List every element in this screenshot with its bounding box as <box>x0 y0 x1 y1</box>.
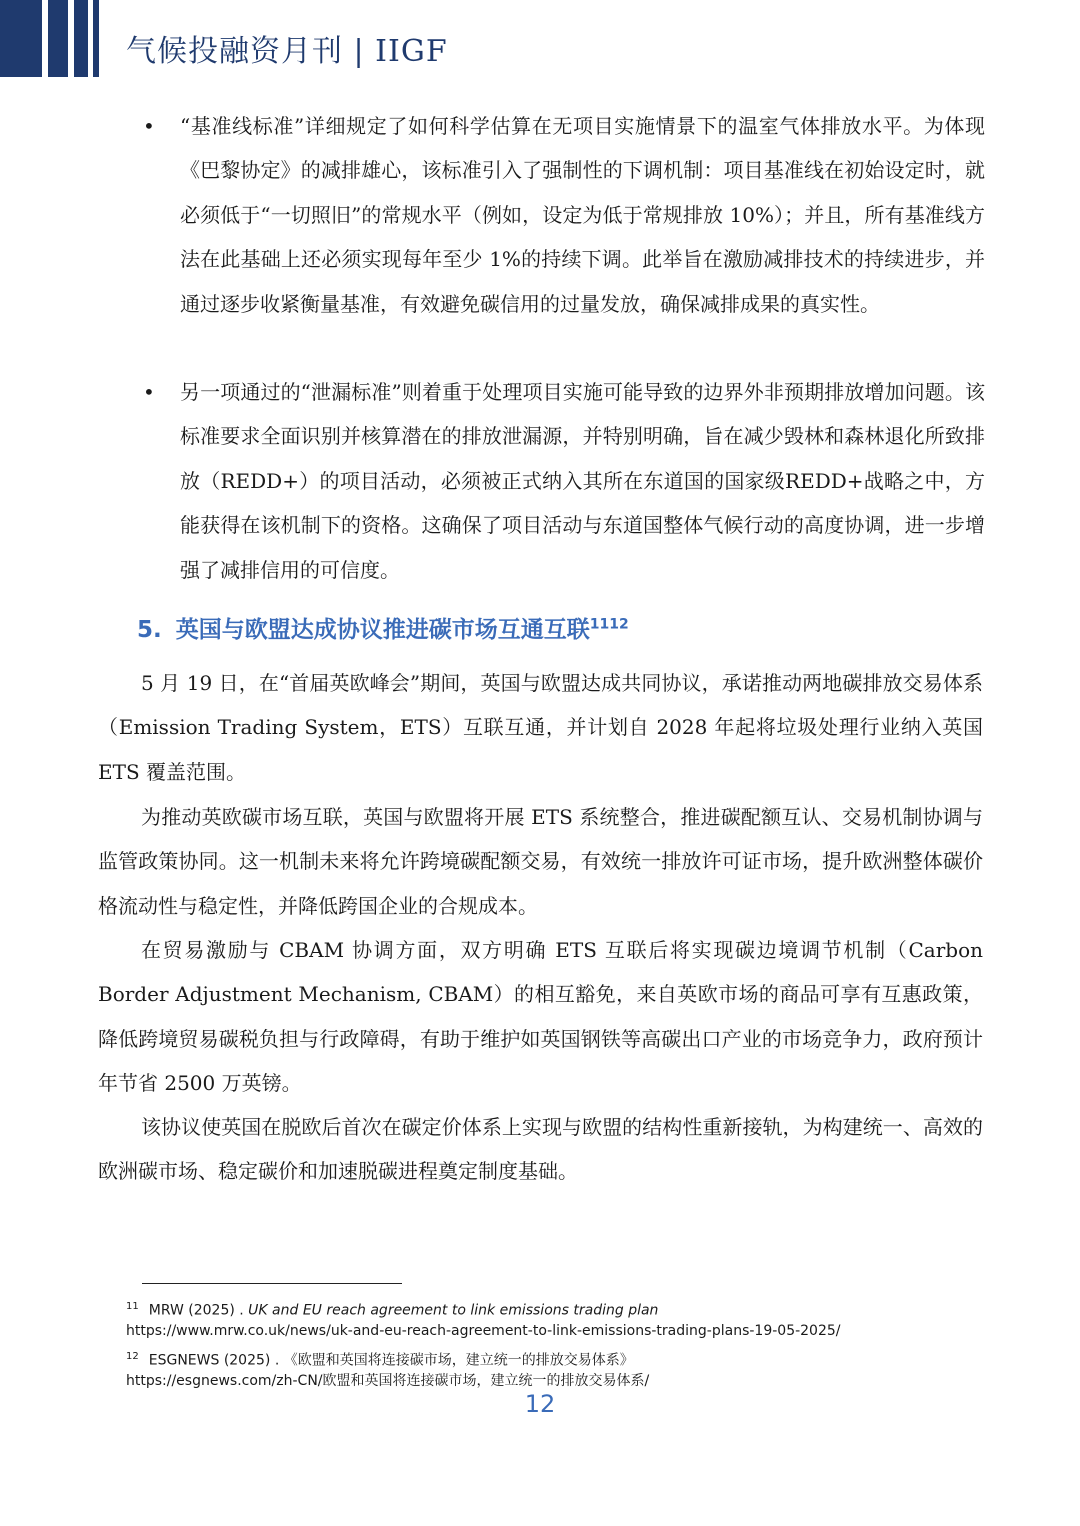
paragraph-2: 为推动英欧碳市场互联，英国与欧盟将开展 ETS 系统整合，推进碳配额互认、交易机制协调与监管政策协同。这一机制未来将允许跨境碳配额交易，有效统一排放许可证市场，提升欧洲整体碳价格流动性与稳定性，并降低跨国企业的合规成本。 <box>98 805 983 918</box>
bullet-text-leakage-standard: 另一项通过的“泄漏标准”则着重于处理项目实施可能导致的边界外非预期排放增加问题。该标准要求全面识别并核算潜在的排放泄漏源，并特别明确，旨在减少毁林和森林退化所致排放（REDD+）的项目活动，必须被正式纳入其所在东道国的国家级REDD+战略之中，方能获得在该机制下的资格。这确保了项目活动与东道国整体气候行动的高度协调，进一步增强了减排信用的可信度。 <box>180 380 985 582</box>
footnote-marker: 11 <box>126 1301 139 1312</box>
footnote-marker: 12 <box>126 1351 139 1362</box>
footnote-11-url[interactable]: https://www.mrw.co.uk/news/uk-and-eu-reach-agreement-to-link-emissions-trading-plans-19-05-2025/ <box>126 1323 841 1339</box>
section-heading <box>137 608 629 652</box>
section-footnote-refs: 1112 <box>589 616 629 633</box>
footnote-12-url[interactable]: https://esgnews.com/zh-CN/欧盟和英国将连接碳市场，建立统一的排放交易体系/ <box>126 1373 650 1389</box>
footnote-source: MRW (2025) . <box>148 1302 249 1319</box>
bullet-symbol: • <box>143 114 155 138</box>
bullet-text-baseline-standard: “基准线标准”详细规定了如何科学估算在无项目实施情景下的温室气体排放水平。为体现《巴黎协定》的减排雄心，该标准引入了强制性的下调机制：项目基准线在初始设定时，就必须低于“一切照旧”的常规水平（例如，设定为低于常规排放 10%）；并且，所有基准线方法在此基础上还必须实现每年至少 1%的持续下调。此举旨在激励减排技术的持续进步，并通过逐步收紧衡量基准，有效避免碳信用的过量发放，确保减排成果的真实性。 <box>180 114 985 316</box>
header-bar-3 <box>74 0 88 77</box>
header-bar-1 <box>0 0 42 77</box>
footnote-title: 《欧盟和英国将连接碳市场，建立统一的排放交易体系》 <box>283 1352 634 1369</box>
page-number: 12 <box>524 1390 556 1418</box>
header-title: 气候投融资月刊 | IIGF <box>126 34 448 69</box>
paragraph-1: 5 月 19 日，在“首届英欧峰会”期间，英国与欧盟达成共同协议，承诺推动两地碳排放交易体系（Emission Trading System，ETS）互联互通，并计划自 2028 年起将垃圾处理行业纳入英国 ETS 覆盖范围。 <box>98 671 983 784</box>
section-number: 5. <box>137 617 162 643</box>
header-bar-4 <box>93 0 99 77</box>
footnote-divider <box>142 1283 402 1284</box>
footnote-title: UK and EU reach agreement to link emissions trading plan <box>248 1302 659 1319</box>
header-bar-2 <box>48 0 68 77</box>
footnote-source: ESGNEWS (2025) . <box>148 1352 284 1369</box>
bullet-symbol: • <box>143 380 155 404</box>
section-title-text: 英国与欧盟达成协议推进碳市场互通互联 <box>175 617 590 643</box>
paragraph-4: 该协议使英国在脱欧后首次在碳定价体系上实现与欧盟的结构性重新接轨，为构建统一、高效的欧洲碳市场、稳定碳价和加速脱碳进程奠定制度基础。 <box>98 1115 983 1184</box>
paragraph-3: 在贸易激励与 CBAM 协调方面，双方明确 ETS 互联后将实现碳边境调节机制（Carbon Border Adjustment Mechanism, CBAM）的相互豁免，来自英欧市场的商品可享有互惠政策，降低跨境贸易碳税负担与行政障碍，有助于维护如英国钢铁等高碳出口产业的市场竞争力，政府预计年节省 2500 万英镑。 <box>98 938 983 1096</box>
